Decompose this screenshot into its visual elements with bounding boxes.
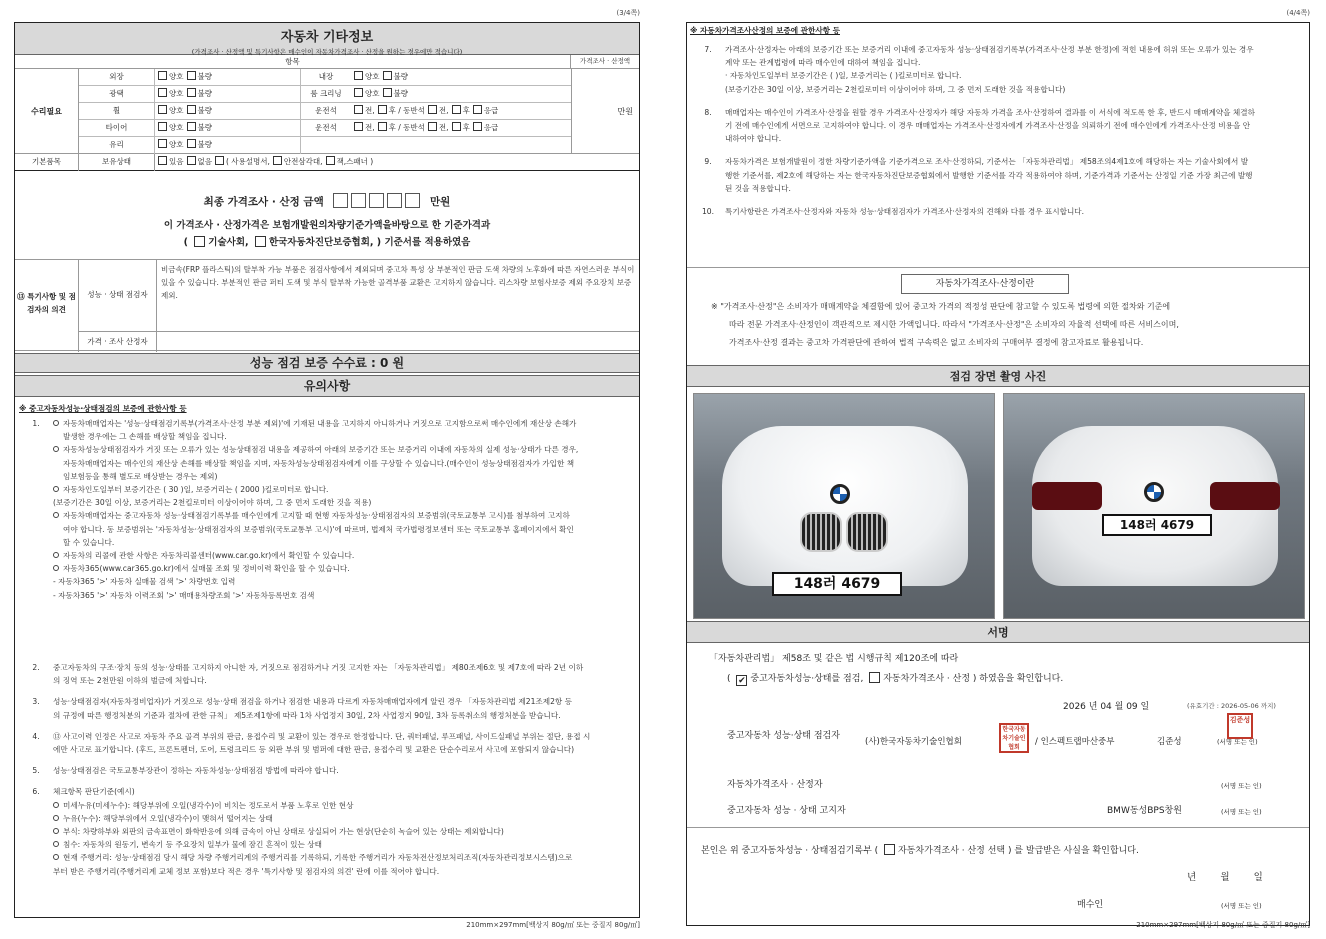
definition-title: 자동차가격조사·산정이란 [901, 274, 1069, 294]
option-label: 불량 [197, 72, 212, 81]
option-label: 전, [365, 106, 375, 115]
note-line [19, 661, 631, 674]
page-3 [14, 8, 640, 930]
signer2-sign: (서명 또는 인) [1221, 782, 1262, 790]
option-checkbox[interactable] [452, 122, 461, 131]
repair-item-options [155, 69, 301, 86]
note-line [19, 536, 631, 549]
warranty-item [691, 155, 1303, 195]
note-line [19, 838, 631, 851]
note-line [19, 523, 631, 536]
header-subtitle: ※ 자동차가격조사산정의 보증에 관한사항 등 [690, 26, 840, 35]
rear-light-left [1032, 482, 1102, 510]
option-label: 후 [462, 123, 470, 132]
option-label: 불량 [393, 72, 408, 81]
note-text: 누유(누수): 해당부위에서 오일(냉각수)이 맺혀서 떨어지는 상태 [63, 813, 273, 823]
page-number: (4/4쪽) [1286, 9, 1310, 17]
note-line [691, 69, 1303, 82]
bullet-circle-icon [53, 841, 59, 847]
signature-title-bar: 서명 [687, 621, 1309, 643]
note-text: - 자동차365 '>' 자동차 이력조회 '>' 매매용차량조회 '>' 자동차등록번호 검색 [53, 590, 315, 600]
special-label: ⑬ 특기사항 및 점검자의 의견 [15, 260, 79, 352]
option-checkbox[interactable] [187, 122, 196, 131]
repair-item-name: 휠 [79, 103, 155, 120]
bullet-circle-icon [53, 565, 59, 571]
warranty-item [691, 43, 1303, 96]
note-line [19, 470, 631, 483]
note-number: 3. [32, 697, 40, 707]
repair-item-name: 외장 [79, 69, 155, 86]
sign-date: 2026 년 04 월 09 일 [1063, 702, 1150, 712]
definition-line: ※ "가격조사·산정"은 소비자가 매매계약을 체결함에 있어 중고차 가격의 적정성 판단에 참고할 수 있도록 법령에 의한 절차와 기준에 [711, 302, 1171, 311]
note-number: 7. [704, 45, 712, 54]
option-checkbox[interactable] [383, 88, 392, 97]
option-label: / 동반석 [395, 123, 425, 132]
repair-item-name: 운전석 [315, 123, 337, 132]
note-line [691, 182, 1303, 195]
signer1-org: (사)한국자동차기술인협회 [865, 737, 962, 747]
note-line [19, 496, 631, 509]
option-checkbox[interactable] [187, 105, 196, 114]
basic-item: 보유상태 [79, 154, 155, 171]
note-line [19, 562, 631, 575]
option-label: 응급 [483, 123, 499, 132]
rear-photo [1003, 393, 1305, 619]
note-line [691, 132, 1303, 145]
bullet-circle-icon [53, 446, 59, 452]
note-line [691, 43, 1303, 56]
basic-option-label: 없음 [197, 157, 212, 166]
bmw-logo-icon [830, 484, 850, 504]
final-price-boxes[interactable] [333, 193, 420, 211]
repair-item-options [155, 120, 301, 137]
special-notes-block [15, 259, 639, 351]
signer3-name: BMW동성BPS창원 [1107, 806, 1182, 816]
option-label: 불량 [197, 140, 212, 149]
bullet-circle-icon [53, 854, 59, 860]
bullet-circle-icon [53, 815, 59, 821]
option-checkbox[interactable] [383, 71, 392, 80]
note-text: 현재 주행거리: 성능·상태점검 당시 해당 차량 주행거리계의 주행거리를 기록하되, 기록한 주행거리가 자동차전산정보처리조직(자동차관리정보시스템)으로 [63, 853, 573, 863]
repair-row [79, 69, 571, 86]
note-line [19, 674, 631, 687]
repair-item-name: 내장 [318, 72, 334, 81]
option-checkbox[interactable] [378, 105, 387, 114]
note-text: 의 징역 또는 2천만원 이하의 벌금에 처합니다. [53, 676, 207, 686]
note-line [19, 483, 631, 496]
bullet-circle-icon [53, 552, 59, 558]
option-checkbox[interactable] [158, 88, 167, 97]
note-line [691, 169, 1303, 182]
caution-notes-1 [19, 417, 631, 602]
bullet-circle-icon [53, 828, 59, 834]
note-text: ⑬ 사고이력 인정은 사고로 자동차 주요 골격 부위의 판금, 용접수리 및 교환이 있는 경우로 한정합니다. 단, 쿼터패널, 루프패널, 사이드실패널 부위는 절단, 용접 시 [53, 731, 591, 741]
repair-row [79, 86, 571, 103]
option-label: / 동반석 [395, 106, 425, 115]
note-line [19, 851, 631, 864]
bullet-circle-icon [53, 420, 59, 426]
note-line [19, 709, 631, 722]
warranty-item [691, 205, 1303, 218]
option-label: 양호 [169, 140, 184, 149]
note-text: 부터 받은 주행거리(주행거리계 교체 정보 포함)보다 적은 경우 '특기사항 및 점검자의 의견' 란에 이를 적어야 합니다. [53, 866, 440, 876]
caution-subtitle: ※ 중고자동차성능·상태점검의 보증에 관한사항 등 [19, 404, 187, 413]
option-label: 양호 [365, 72, 380, 81]
basic-label: 기본품목 [15, 154, 79, 171]
form-title-bar [15, 23, 639, 55]
page-number: (3/4쪽) [616, 9, 640, 17]
note-line [691, 56, 1303, 69]
note-line [691, 83, 1303, 96]
repair-item-name: 룸 크리닝 [310, 89, 342, 98]
option-checkbox[interactable] [378, 122, 387, 131]
repair-item-options [351, 69, 571, 86]
option-label: 불량 [393, 89, 408, 98]
option-label: 응급 [483, 106, 499, 115]
repair-item-name: 운전석 [315, 106, 337, 115]
sign-checkbox-price[interactable] [869, 672, 880, 683]
final-price-unit: 만원 [430, 196, 451, 208]
repair-item-options [155, 86, 301, 103]
option-checkbox[interactable] [187, 88, 196, 97]
option-checkbox[interactable] [158, 105, 167, 114]
note-line [19, 865, 631, 878]
note-line [691, 106, 1303, 119]
basic-option-label: 안전삼각대, [283, 157, 323, 166]
note-text: 가격조사·산정자는 아래의 보증기간 또는 보증거리 이내에 중고자동차 성능·상태점검기록부(가격조사·산정 부분 한정)에 적힌 내용에 허위 또는 오류가 있는 경우 [725, 45, 1254, 54]
note-text: 행한 기준서를, 제2호에 해당하는 자는 한국자동차진단보증협회에서 발행한 기준서를 각각 적용하여야 하며, 기준가격과 기준서는 산정일 기준 가장 최근에 발행 [725, 170, 1253, 180]
note-text: 자동차성능상태점검자가 거짓 또는 오류가 있는 성능상태점검 내용을 제공하여 아래의 보증기간 또는 보증거리 이내에 자동차의 실제 성능·상태가 다른 경우, [63, 445, 579, 455]
note-number: 1. [32, 419, 40, 428]
note-number: 2. [32, 663, 40, 672]
note-line [19, 764, 631, 777]
note-text: 할 수 있습니다. [63, 537, 115, 547]
note-line [19, 799, 631, 812]
repair-item-options [351, 86, 571, 103]
sign-validity: (유효기간 : 2026-05-06 까지) [1187, 702, 1276, 710]
repair-rows [79, 69, 571, 154]
basic-option-label: 잭, [336, 157, 347, 166]
definition-line: 따라 전문 가격조사·산정인이 객관적으로 제시한 가액입니다. 따라서 "가격조사·산정"은 소비자의 자율적 선택에 따른 서비스이며, [729, 320, 1179, 329]
note-text: (보증기간은 30일 이상, 보증거리는 2천킬로미터 이상이어야 하며, 그 중 먼저 도래한 것을 적용) [53, 498, 372, 508]
definition-section [687, 267, 1309, 363]
basis-opt1: 기술사회, [208, 237, 249, 248]
option-checkbox[interactable] [452, 105, 461, 114]
form-subtitle: (가격조사 · 산정액 및 특기사항은 매수인이 자동차가격조사 · 산정을 원하는 경우에만 적습니다) [191, 48, 463, 56]
definition-line: 가격조사·산정 결과는 중고차 가격판단에 관하여 법적 구속력은 없고 소비자의 구매여부 결정에 참고자료로 활용됩니다. [729, 338, 1144, 347]
note-text: 자동차인도일부터 보증기간은 ( 30 )일, 보증거리는 ( 2000 )킬로미터로 합니다. [63, 485, 329, 495]
photo-title-bar: 점검 장면 촬영 사진 [687, 365, 1309, 387]
note-line [691, 155, 1303, 168]
note-text: 계약 또는 관계법령에 따라 매수인에 대하여 책임을 집니다. [725, 58, 921, 68]
col-item: 항목 [15, 55, 571, 69]
rear-plate: 148러 4679 [1102, 514, 1212, 536]
rear-light-right [1210, 482, 1280, 510]
repair-row [79, 137, 571, 154]
note-line [19, 695, 631, 708]
note-text: 부식: 차량하부와 외판의 금속표면이 화학반응에 의해 금속이 아닌 상태로 상실되어 가는 현상(단순히 녹슬어 있는 상태는 제외합니다) [63, 827, 504, 837]
note-text: · 자동차인도일부터 보증기간은 ( )일, 보증거리는 ( )킬로미터로 합니다. [725, 71, 962, 81]
note-text: 에만 사고로 표기합니다. (후드, 프론트펜더, 도어, 트렁크리드 등 외판 부위 및 범퍼에 대한 판금, 용접수리 및 교환은 단순수리로서 사고에 포함되지 않습니다) [53, 745, 575, 755]
repair-row [79, 103, 571, 120]
warranty-items [691, 43, 1303, 228]
option-checkbox[interactable] [187, 71, 196, 80]
note-text: 자동차매매업자는 중고자동차 성능·상태점검기록부를 매수인에게 고지할 때 현행 자동차성능·상태점검자의 보증범위(국토교통부 고시)를 첨부하여 고지하 [63, 511, 570, 521]
basic-option-checkbox[interactable] [215, 156, 224, 165]
note-line [19, 457, 631, 470]
buyer-confirm-post: 자동차가격조사 · 산정 선택 ) 를 발급받은 사실을 확인합니다. [898, 846, 1139, 856]
basis-checkbox-2[interactable] [255, 236, 266, 247]
note-text: - 자동차365 '>' 자동차 실매물 검색 '>' 차량번호 입력 [53, 577, 236, 587]
basic-option-label: 스패너 ) [346, 157, 374, 166]
note-number: 9. [704, 157, 712, 167]
note-line [19, 509, 631, 522]
option-label: 후 [462, 106, 470, 115]
note-number: 6. [32, 787, 40, 797]
basic-option-checkbox[interactable] [187, 156, 196, 165]
signer2-label: 자동차가격조사 · 산정자 [727, 780, 823, 790]
signer3-sign: (서명 또는 인) [1221, 808, 1262, 816]
signer1-branch: / 인스펙트랩마산중부 [1035, 737, 1115, 747]
repair-item-name: 광택 [79, 86, 155, 103]
note-line [19, 430, 631, 443]
basis-opt2: 한국자동차진단보증협회, ) 기준서를 적용하였음 [268, 237, 471, 248]
note-text: 특기사항란은 가격조사·산정자와 자동차 성능·상태점검자가 가격조사·산정자의 견해와 다를 경우 표시합니다. [725, 207, 1085, 217]
repair-item-options [351, 103, 571, 120]
special-price-label: 가격 · 조사 산정자 [79, 332, 157, 352]
col-price: 가격조사 · 산정액 [579, 57, 631, 65]
note-number: 8. [704, 107, 712, 117]
note-text: 침수: 자동차의 원동기, 변속기 등 주요장치 일부가 물에 잠긴 흔적이 있는 상태 [63, 840, 322, 850]
basis-checkbox-1[interactable] [194, 236, 205, 247]
table-header [15, 55, 639, 69]
option-checkbox[interactable] [354, 105, 363, 114]
note-text: 자동차가격은 보험개발원이 정한 차량기준가액을 기준가격으로 조사·산정하되, 기준서는 「자동차관리법」 제58조의4제1호에 해당하는 자는 기술사회에서 발 [725, 157, 1249, 167]
repair-label: 수리필요 [15, 69, 79, 154]
special-perf-text: 비금속(FRP 플라스틱)의 탈부착 가능 부품은 점검사항에서 제외되며 중고차 특성 상 부분적인 판금 도색 차량의 노후화에 따른 자연스러운 부식이 있을 수 있습니다. 부분적인 판금 퍼티 도색 및 부식 탈부착 가능한 골격부품 교환은 고지하지 않습니다. 리스차량 보험사보증 제외 주요장치 보증제외. [157, 260, 639, 332]
buyer-sign: (서명 또는 인) [1221, 902, 1262, 910]
signer1-name: 김준성 [1157, 737, 1182, 747]
option-label: 양호 [169, 123, 184, 132]
seal-organization: 한국자동차기술인협회 [999, 723, 1029, 753]
other-info-form [14, 22, 640, 918]
buyer-confirm-pre: 본인은 위 중고자동차성능 · 상태점검기록부 ( [701, 846, 879, 856]
option-label: 불량 [197, 89, 212, 98]
caution-bar: 유의사항 [15, 375, 639, 397]
front-grille-right [846, 512, 888, 552]
repair-item-name: 타이어 [79, 120, 155, 137]
note-line [691, 205, 1303, 218]
option-label: 후 [388, 106, 396, 115]
car-front-body [722, 426, 968, 586]
note-text: 자동차365(www.car365.go.kr)에서 실매물 조회 및 정비이력 확인을 할 수 있습니다. [63, 564, 350, 574]
sign-paren: ( [727, 674, 731, 684]
option-label: 양호 [365, 89, 380, 98]
option-label: 전, [365, 123, 375, 132]
buyer-date: 년 월 일 [1187, 872, 1263, 883]
note-line [19, 730, 631, 743]
option-checkbox[interactable] [428, 105, 437, 114]
repair-price-unit: 만원 [571, 69, 639, 154]
note-number: 10. [701, 207, 715, 217]
signer1-label: 중고자동차 성능·상태 점검자 [727, 731, 840, 741]
sign-checkbox-inspection[interactable]: ✔ [738, 676, 746, 686]
special-perf-label: 성능 · 상태 점검자 [79, 260, 157, 332]
caution-notes-2 [19, 653, 631, 878]
note-text: (보증기간은 30일 이상, 보증거리는 2천킬로미터 이상이어야 하며, 그 중 먼저 도래한 것을 적용합니다) [725, 84, 1066, 94]
option-checkbox[interactable] [187, 139, 196, 148]
signer1-sign: (서명 또는 인) [1217, 738, 1258, 746]
fee-bar: 성능 점검 보증 수수료 : 0 원 [15, 353, 639, 373]
note-text: 기 전에 매수인에게 서면으로 고지하여야 합니다. 이 경우 매매업자는 가격조사·산정자에게 가격조사·산정을 의뢰하기 전에 매수인에게 가격조사·산정 비용을 안 [725, 121, 1251, 131]
sign-check1: 중고자동차성능·상태를 점검, [750, 674, 864, 684]
final-price-label: 최종 가격조사 · 산정 금액 [203, 196, 324, 208]
seal-inspector: 김준성 [1227, 713, 1253, 739]
note-line [19, 825, 631, 838]
option-checkbox[interactable] [158, 139, 167, 148]
paper-spec: 210mm×297mm[백상지 80g/㎡ 또는 중질지 80g/㎡] [1136, 921, 1310, 929]
note-line [19, 743, 631, 756]
note-line [19, 812, 631, 825]
option-label: 전, [438, 123, 449, 132]
paper-spec: 210mm×297mm[백상지 80g/㎡ 또는 중질지 80g/㎡] [466, 921, 640, 929]
note-text: 성능·상태점검은 국토교통부장관이 정하는 자동차성능·상태점검 방법에 따라야 합니다. [53, 766, 339, 776]
note-line [19, 549, 631, 562]
option-checkbox[interactable] [354, 88, 363, 97]
bullet-circle-icon [53, 486, 59, 492]
repair-item-options [351, 120, 571, 137]
note-text: 내하여야 합니다. [725, 134, 782, 144]
note-text: 매매업자는 매수인이 가격조사·산정을 원할 경우 가격조사·산정자가 해당 자동차 가격을 조사·산정하여 결과를 이 서식에 적도록 한 후, 반드시 매매계약을 체결하 [725, 107, 1255, 117]
note-text: 자동차매매업자는 '성능·상태점검기록부(가격조사·산정 부분 제외)'에 기재된 내용을 고지하지 아니하거나 거짓으로 고지함으로써 매수인에게 재산상 손해가 [63, 419, 577, 428]
page-4 [686, 8, 1310, 930]
note-line [19, 417, 631, 430]
basic-option-checkbox[interactable] [158, 156, 167, 165]
note-text: 중고자동차의 구조·장치 등의 성능·상태를 고지하지 아니한 자, 거짓으로 점검하거나 거짓 고지한 자는 「자동차관리법」 제80조제6호 및 제7호에 따라 2년 이하 [53, 663, 584, 672]
note-text: 성능·상태점검자(자동차정비업자)가 거짓으로 성능·상태 점검을 하거나 점검한 내용과 다르게 자동차매매업자에게 알린 경우 「자동차관리법 제21조제2항 등 [53, 697, 573, 707]
repair-block [15, 69, 639, 154]
basis-line1: 이 가격조사 · 산정가격은 보험개발원의차량기준가액을바탕으로 한 기준가격과 [163, 220, 491, 231]
repair-item-options [155, 137, 301, 154]
repair-row [79, 120, 571, 137]
note-text: 체크항목 판단기준(예시) [53, 787, 135, 797]
option-checkbox[interactable] [354, 71, 363, 80]
signer3-label: 중고자동차 성능 · 상태 고지자 [727, 806, 846, 816]
option-checkbox[interactable] [428, 122, 437, 131]
repair-item-options [155, 103, 301, 120]
price-warranty-form [686, 22, 1310, 926]
form-title: 자동차 기타정보 [280, 30, 374, 45]
buyer-label: 매수인 [1077, 900, 1104, 910]
repair-item-name: 유리 [79, 137, 155, 154]
basic-option-checkbox[interactable] [273, 156, 282, 165]
option-label: 양호 [169, 89, 184, 98]
basic-option-label: 있음 [169, 157, 184, 166]
note-text: 미세누유(미세누수): 해당부위에 오일(냉각수)이 비치는 정도로서 부품 노후로 인한 현상 [63, 800, 354, 810]
option-label: 전, [438, 106, 449, 115]
option-checkbox[interactable] [354, 122, 363, 131]
sign-law: 「자동차관리법」 제58조 및 같은 법 시행규칙 제120조에 따라 [709, 654, 959, 664]
definition-text [711, 298, 1289, 352]
note-line [19, 589, 631, 602]
bullet-circle-icon [53, 802, 59, 808]
basic-option-label: ( 사용설명서, [226, 157, 270, 166]
option-checkbox[interactable] [473, 105, 482, 114]
front-grille-left [800, 512, 842, 552]
note-line [19, 575, 631, 588]
sign-check2: 자동차가격조사 · 산정 ) 하였음을 확인합니다. [883, 674, 1064, 684]
note-text: 된 것을 적용합니다. [725, 183, 791, 193]
note-text: 의 규정에 따른 행정처분의 기준과 절차에 관한 규칙」 제5조제1항에 따라 1차 사업정지 30일, 2차 사업정지 90일, 3차 등록취소의 행정처분을 받습니다. [53, 710, 561, 720]
note-text: 자동차의 리콜에 관한 사항은 자동차리콜센터(www.car.go.kr)에서 확인할 수 있습니다. [63, 551, 355, 561]
note-number: 5. [32, 766, 40, 776]
option-label: 불량 [197, 123, 212, 132]
basis-paren: ( [183, 237, 188, 248]
note-text: 여야 합니다. 동 보증범위는 '자동차성능·상태점검자의 보증범위(국토교통부 고시)'에 따르며, 법제처 국가법령정보센터 또는 국토교통부 홈페이지에서 확인 [63, 524, 574, 534]
option-label: 후 [388, 123, 396, 132]
inspection-photos [687, 375, 1309, 635]
buyer-checkbox[interactable] [884, 844, 895, 855]
final-price-block [15, 193, 639, 253]
note-text: 임보험등을 통해 별도로 배상받는 경우는 제외) [63, 471, 218, 481]
option-checkbox[interactable] [158, 71, 167, 80]
note-line [19, 785, 631, 798]
warranty-item [691, 106, 1303, 146]
option-label: 양호 [169, 106, 184, 115]
option-checkbox[interactable] [473, 122, 482, 131]
option-checkbox[interactable] [158, 122, 167, 131]
option-label: 불량 [197, 106, 212, 115]
basic-items-row [15, 154, 639, 171]
option-label: 양호 [169, 72, 184, 81]
note-text: 발생한 경우에는 그 손해를 배상할 책임을 집니다. [63, 432, 227, 442]
front-plate: 148러 4679 [772, 572, 902, 596]
front-photo [693, 393, 995, 619]
note-text: 자동차매매업자는 매수인의 재산상 손해를 배상할 책임을 지며, 자동차성능상태점검자에게 이를 구상할 수 있습니다.(매수인이 성능상태점검자가 가입한 책 [63, 458, 575, 468]
bmw-logo-icon [1144, 482, 1164, 502]
basic-option-checkbox[interactable] [326, 156, 335, 165]
basic-options [155, 154, 571, 171]
bullet-circle-icon [53, 512, 59, 518]
note-line [691, 119, 1303, 132]
note-number: 4. [32, 731, 40, 741]
buyer-divider [687, 827, 1309, 828]
note-line [19, 443, 631, 456]
